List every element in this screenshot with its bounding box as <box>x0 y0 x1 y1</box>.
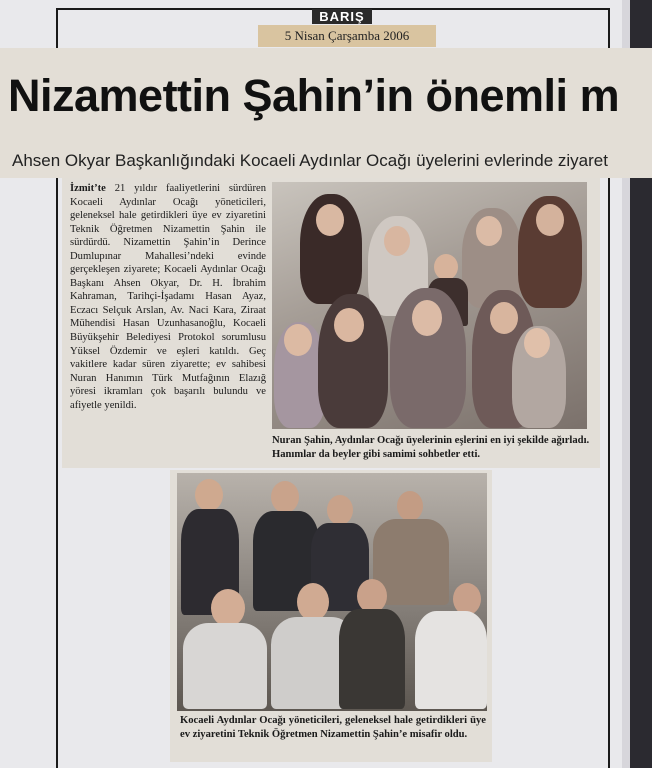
article-headline: Nizamettin Şahin’in önemli m <box>8 70 620 121</box>
photo-men-group <box>177 473 487 711</box>
issue-date: 5 Nisan Çarşamba 2006 <box>258 25 436 47</box>
article-body-text: 21 yıldır faaliyetlerini sürdüren Kocaeli Aydınlar Ocağı yöneticileri, geleneksel hale getirdikleri üye ev ziyaretini Teknik Öğretmen Nizamettin Şahin ile sürdürdü. Nizamettin Şahin’in Derince Dumlupınar Mahallesi’ndeki evinde gerçekleşen ziyarete; Kocaeli Aydınlar Ocağı Başkanı Ahsen Okyar, Dr. H. İbrahim Kahraman, Tarihçi-İşadamı Hasan Ayaz, Eczacı Selçuk Arslan, Av. Naci Kara, Ziraat Mühendisi Hasan Uzunhasanoğlu, Kocaeli Büyükşehir Belediyesi Protokol sorumlusu Yüksel Özdemir ve eşleri katıldı. Geç vakitlere kadar süren ziyarette; ev sahibesi Nuran Hanımın Türk Mutfağının Elazığ yöresi ikramları çok başarılı bulundu ve afiyetle yenildi. <box>70 183 266 411</box>
article-body <box>70 182 266 412</box>
newspaper-masthead: BARIŞ <box>312 9 372 24</box>
photo2-caption: Kocaeli Aydınlar Ocağı yöneticileri, geleneksel hale getirdikleri üye ev ziyaretini Teknik Öğretmen Nizamettin Şahin’e misafir oldu. <box>180 715 486 740</box>
article-subheadline: Ahsen Okyar Başkanlığındaki Kocaeli Aydınlar Ocağı üyelerini evlerinde ziyaret <box>12 151 608 170</box>
article-dateline: İzmit’te <box>70 183 106 194</box>
photo1-caption: Nuran Şahin, Aydınlar Ocağı üyelerinin eşlerini en iyi şekilde ağırladı. Hanımlar da beyler gibi samimi sohbetler etti. <box>272 435 590 460</box>
photo-women-group <box>272 182 587 429</box>
